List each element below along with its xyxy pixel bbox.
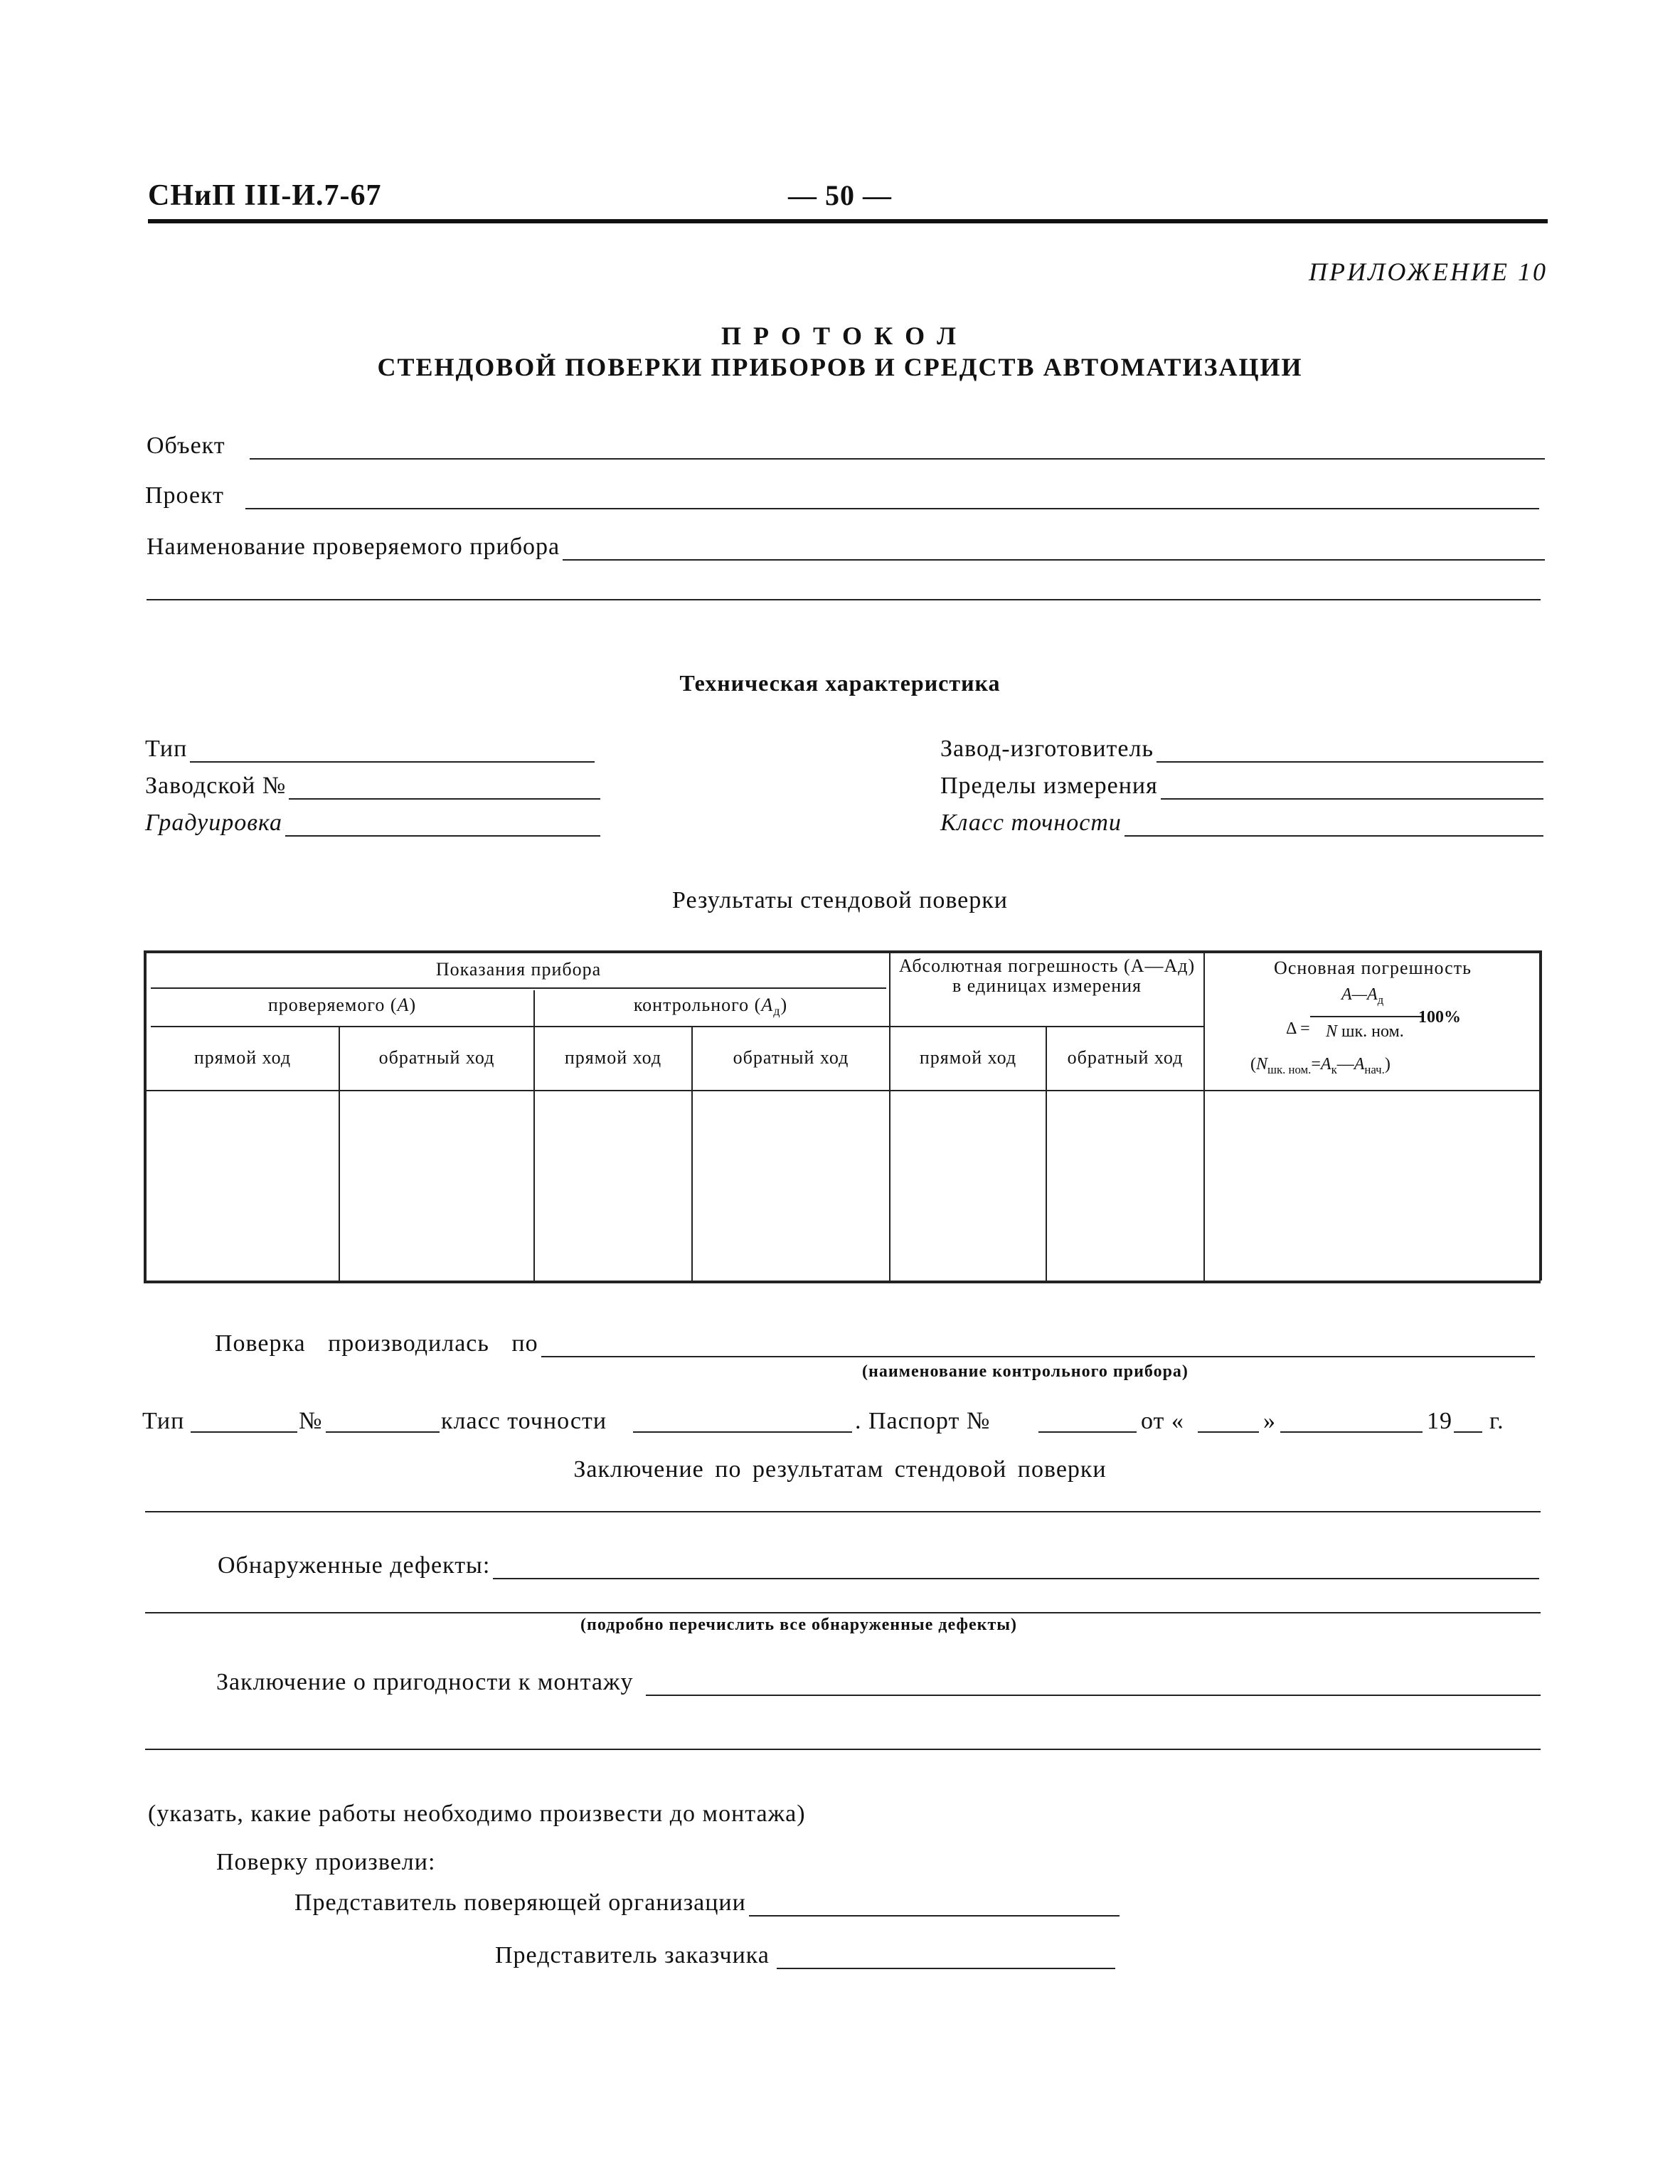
table-bottom-border bbox=[144, 1281, 1541, 1283]
org-rep-field[interactable] bbox=[294, 1889, 1120, 1917]
table-line-header-bottom bbox=[145, 1090, 1539, 1091]
table-divider-main bbox=[1203, 953, 1205, 1281]
object-field[interactable] bbox=[147, 433, 1545, 460]
passport-field[interactable] bbox=[1038, 1431, 1137, 1433]
suitability-line-2[interactable] bbox=[145, 1749, 1541, 1750]
serial-field[interactable] bbox=[145, 773, 600, 800]
project-label: Проект bbox=[145, 482, 224, 509]
control-device-field[interactable] bbox=[215, 1330, 1535, 1357]
device-name-continuation-line[interactable] bbox=[147, 599, 1541, 600]
device-name-label: Наименование проверяемого прибора bbox=[147, 534, 560, 560]
performed-by-label: Поверка производилась по bbox=[215, 1330, 538, 1357]
table-top-border bbox=[144, 950, 1541, 953]
accuracy-field[interactable] bbox=[940, 810, 1543, 837]
class-field[interactable] bbox=[633, 1431, 852, 1433]
table-left-border bbox=[144, 950, 147, 1281]
quote-close: » bbox=[1263, 1408, 1276, 1434]
project-field[interactable] bbox=[145, 482, 1539, 509]
results-heading: Результаты стендовой поверки bbox=[672, 887, 1008, 913]
graduation-field[interactable] bbox=[145, 810, 600, 837]
type2-label: Тип bbox=[142, 1408, 185, 1434]
appendix-label: ПРИЛОЖЕНИЕ 10 bbox=[1309, 258, 1548, 286]
no-field[interactable] bbox=[326, 1431, 440, 1433]
passport-label: . Паспорт № bbox=[855, 1408, 991, 1434]
accuracy-label: Класс точности bbox=[940, 810, 1122, 836]
header-rule bbox=[148, 219, 1548, 223]
protocol-subtitle: СТЕНДОВОЙ ПОВЕРКИ ПРИБОРОВ И СРЕДСТВ АВТОМАТИЗАЦИИ bbox=[377, 353, 1303, 381]
type-label: Тип bbox=[145, 736, 188, 762]
formula-percent: 100% bbox=[1418, 1008, 1461, 1027]
conclusion-heading: Заключение по результатам стендовой поверки bbox=[573, 1456, 1107, 1483]
col-control-forward: прямой ход bbox=[564, 1047, 662, 1068]
formula-numerator: $A—A_д$ bbox=[1341, 985, 1384, 1007]
range-field[interactable] bbox=[940, 773, 1543, 800]
day-field[interactable] bbox=[1198, 1431, 1259, 1433]
customer-rep-field[interactable] bbox=[495, 1942, 1115, 1969]
type2-field[interactable] bbox=[191, 1431, 297, 1433]
object-label: Объект bbox=[147, 433, 225, 459]
year-field[interactable] bbox=[1454, 1431, 1482, 1433]
control-device-caption: (наименование контрольного прибора) bbox=[862, 1362, 1189, 1381]
customer-rep-label: Представитель заказчика bbox=[495, 1942, 770, 1968]
error-formula bbox=[1206, 980, 1539, 1087]
main-error-header: Основная погрешность bbox=[1274, 958, 1472, 978]
suitability-label: Заключение о пригодности к монтажу bbox=[216, 1669, 634, 1695]
conclusion-line[interactable] bbox=[145, 1511, 1541, 1512]
col-abs-reverse: обратный ход bbox=[1067, 1047, 1184, 1068]
col-checked-forward: прямой ход bbox=[193, 1047, 292, 1068]
readings-header: Показания прибора bbox=[435, 959, 602, 980]
no-label: № bbox=[299, 1408, 323, 1434]
table-right-border bbox=[1539, 950, 1542, 1281]
suitability-field[interactable] bbox=[216, 1669, 1541, 1696]
control-header: контрольного $(A_д)$ bbox=[633, 995, 788, 1019]
defects-label: Обнаруженные дефекты: bbox=[218, 1552, 491, 1579]
tech-heading: Техническая характеристика bbox=[679, 670, 1001, 696]
page-number: — 50 — bbox=[788, 179, 892, 211]
col-control-reverse: обратный ход bbox=[733, 1047, 849, 1068]
manufacturer-label: Завод-изготовитель bbox=[940, 736, 1154, 762]
document-code: СНиП III-И.7-67 bbox=[148, 179, 382, 212]
month-field[interactable] bbox=[1280, 1431, 1423, 1433]
range-label: Пределы измерения bbox=[940, 773, 1158, 799]
graduation-label: Градуировка bbox=[145, 810, 283, 836]
year-suffix: г. bbox=[1489, 1408, 1504, 1434]
from-label: от « bbox=[1141, 1408, 1184, 1434]
defects-field[interactable] bbox=[218, 1552, 1539, 1579]
suitability-note: (указать, какие работы необходимо произвести до монтажа) bbox=[148, 1801, 806, 1827]
class-label: класс точности bbox=[441, 1408, 607, 1434]
formula-note: $(N_{шк. ном.}=A_к—A_{нач.})$ bbox=[1250, 1055, 1391, 1076]
formula-fraction-bar bbox=[1310, 1016, 1424, 1017]
manufacturer-field[interactable] bbox=[940, 736, 1543, 763]
year-prefix: 19 bbox=[1427, 1408, 1452, 1434]
signatures-heading: Поверку произвели: bbox=[216, 1849, 436, 1875]
protocol-title: П Р О Т О К О Л bbox=[721, 322, 959, 350]
abs-error-header: Абсолютная погрешность (A—Aд) в единицах измерения bbox=[898, 955, 1196, 996]
formula-denominator: N шк. ном. bbox=[1326, 1022, 1404, 1041]
table-divider-control bbox=[533, 990, 535, 1281]
defects-line-2[interactable] bbox=[145, 1612, 1541, 1613]
serial-label: Заводской № bbox=[145, 773, 287, 799]
org-rep-label: Представитель поверяющей организации bbox=[294, 1889, 746, 1916]
col-abs-forward: прямой ход bbox=[919, 1047, 1017, 1068]
device-name-field[interactable] bbox=[147, 534, 1545, 561]
checked-header: проверяемого (A) bbox=[267, 995, 417, 1015]
col-checked-reverse: обратный ход bbox=[378, 1047, 495, 1068]
table-line-readings bbox=[151, 987, 886, 989]
type-field[interactable] bbox=[145, 736, 595, 763]
defects-caption: (подробно перечислить все обнаруженные дефекты) bbox=[580, 1616, 1017, 1634]
formula-delta: Δ = bbox=[1286, 1019, 1310, 1038]
table-divider-abs bbox=[889, 953, 890, 1281]
